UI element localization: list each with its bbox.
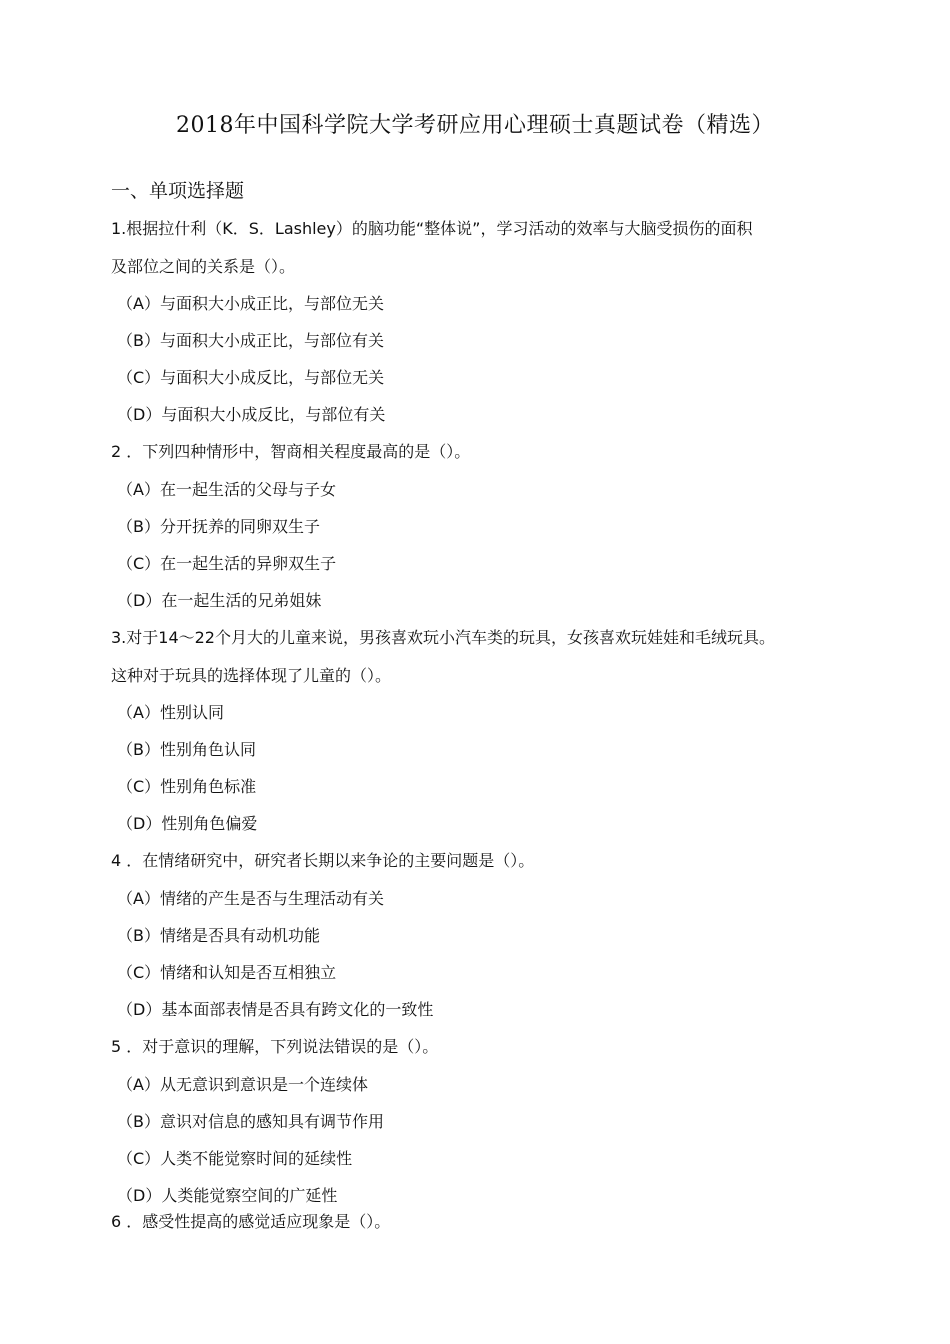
option-line: （C）情绪和认知是否互相独立 xyxy=(117,963,337,982)
question-line: 2 ．下列四种情形中，智商相关程度最高的是（）。 xyxy=(111,442,471,461)
option-line: （B）与面积大小成正比，与部位有关 xyxy=(117,331,384,350)
option-line: （A）在一起生活的父母与子女 xyxy=(117,480,336,499)
question-line: 这种对于玩具的选择体现了儿童的（）。 xyxy=(111,666,392,685)
page-title: 2018年中国科学院大学考研应用心理硕士真题试卷（精选） xyxy=(176,113,774,138)
question-line: 6 ．感受性提高的感觉适应现象是（）。 xyxy=(111,1212,391,1231)
section-heading: 一、单项选择题 xyxy=(111,180,245,202)
option-line: （C）性别角色标准 xyxy=(117,777,257,796)
option-line: （A）与面积大小成正比，与部位无关 xyxy=(117,294,384,313)
option-line: （C）与面积大小成反比，与部位无关 xyxy=(117,368,385,387)
question-line: 4 ．在情绪研究中，研究者长期以来争论的主要问题是（）。 xyxy=(111,851,535,870)
option-line: （D）性别角色偏爱 xyxy=(117,814,258,833)
option-line: （D）基本面部表情是否具有跨文化的一致性 xyxy=(117,1000,434,1019)
option-line: （C）在一起生活的异卵双生子 xyxy=(117,554,337,573)
option-line: （D）与面积大小成反比，与部位有关 xyxy=(117,405,386,424)
option-line: （C）人类不能觉察时间的延续性 xyxy=(117,1149,353,1168)
question-line: 3.对于14～22个月大的儿童来说，男孩喜欢玩小汽车类的玩具，女孩喜欢玩娃娃和毛绒玩具。 xyxy=(111,628,775,647)
option-line: （B）情绪是否具有动机功能 xyxy=(117,926,320,945)
option-line: （B）分开抚养的同卵双生子 xyxy=(117,517,320,536)
option-line: （D）人类能觉察空间的广延性 xyxy=(117,1186,338,1205)
option-line: （B）性别角色认同 xyxy=(117,740,256,759)
question-line: 5 ．对于意识的理解，下列说法错误的是（）。 xyxy=(111,1037,439,1056)
question-line: 1.根据拉什利（K．S．Lashley）的脑功能“整体说”，学习活动的效率与大脑受损伤的面积 xyxy=(111,219,753,238)
option-line: （A）情绪的产生是否与生理活动有关 xyxy=(117,889,384,908)
question-line: 及部位之间的关系是（）。 xyxy=(111,257,296,276)
option-line: （B）意识对信息的感知具有调节作用 xyxy=(117,1112,384,1131)
option-line: （A）从无意识到意识是一个连续体 xyxy=(117,1075,368,1094)
option-line: （D）在一起生活的兄弟姐妹 xyxy=(117,591,322,610)
option-line: （A）性别认同 xyxy=(117,703,224,722)
